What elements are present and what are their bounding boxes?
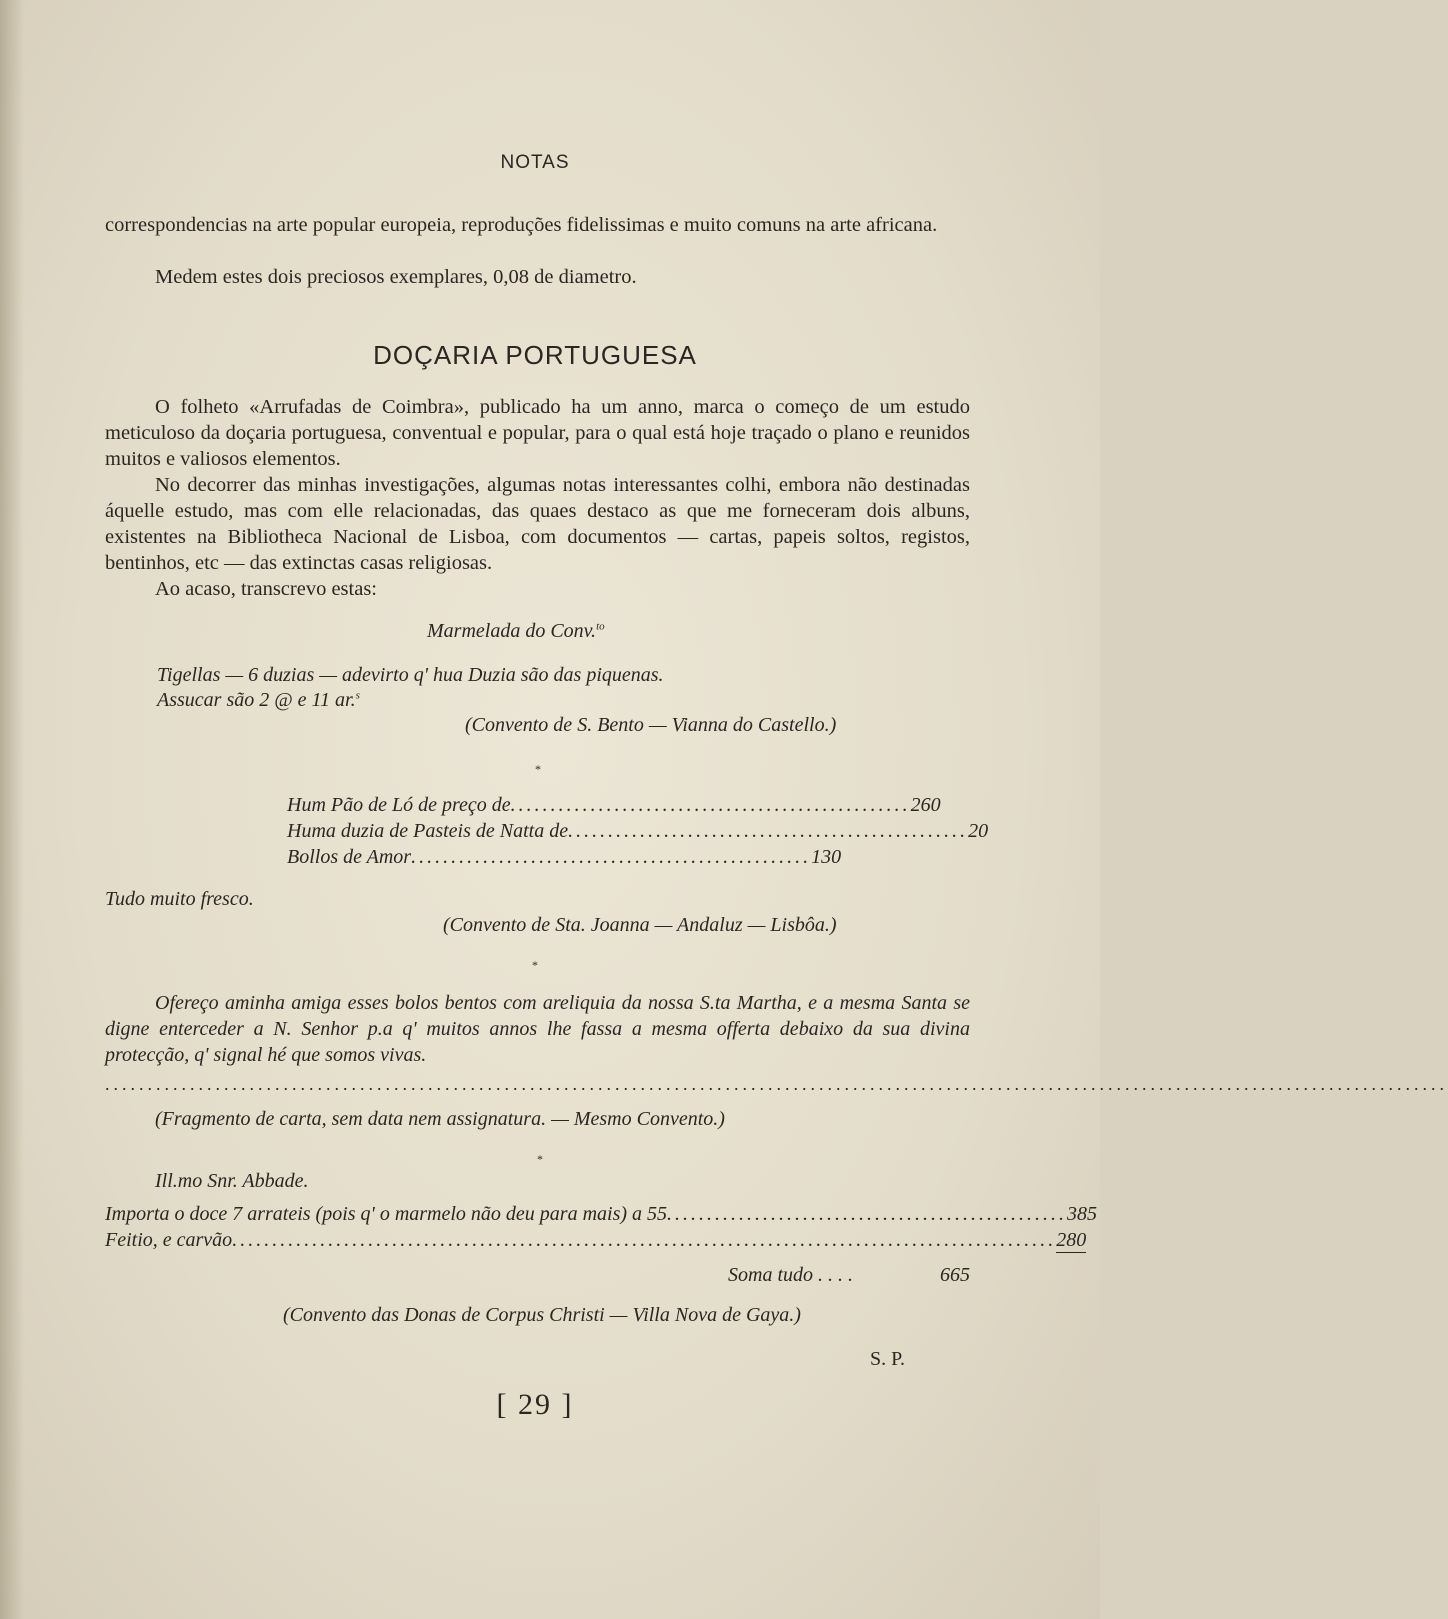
doc2-source: (Convento de Sta. Joanna — Andaluz — Lisbôa.) xyxy=(443,914,837,936)
total-value: 665 xyxy=(940,1264,970,1286)
doc1-heading: Marmelada do Conv.$^{to}$ xyxy=(427,620,605,642)
doc1-line-2: Assucar são 2 @ e 11 ar.$^s$ xyxy=(157,689,360,711)
price-row-desc: Bollos de Amor xyxy=(287,846,412,868)
separator-star: * xyxy=(535,762,541,776)
leader-dots: ....................................................................................................... xyxy=(232,1229,1057,1251)
running-head: NOTAS xyxy=(500,152,570,173)
doc1-line-1: Tigellas — 6 duzias — adevirto q' hua Duzia são das piquenas. xyxy=(157,664,664,686)
body-paragraph-3: Ao acaso, transcrevo estas: xyxy=(155,578,377,600)
price-row xyxy=(287,794,941,817)
doc3-source: (Fragmento de carta, sem data nem assignatura. — Mesmo Convento.) xyxy=(155,1108,725,1130)
section-title: DOÇARIA PORTUGUESA xyxy=(373,340,697,370)
page-number: [ 29 ] xyxy=(496,1388,574,1421)
doc4-source: (Convento das Donas de Corpus Christi — Villa Nova de Gaya.) xyxy=(283,1304,801,1326)
author-signature: S. P. xyxy=(870,1348,906,1370)
leader-dots: .................................................. xyxy=(667,1203,1068,1225)
doc1-source: (Convento de S. Bento — Vianna do Castello.) xyxy=(465,714,837,736)
body-paragraph-1: O folheto «Arrufadas de Coimbra», publicado ha um anno, marca o começo de um estudo meticuloso da doçaria portuguesa, conventual e popular, para o qual está hoje traçado o plano e reunidos muitos e valiosos elementos. xyxy=(105,396,970,470)
body-paragraph-2: No decorrer das minhas investigações, algumas notas interessantes colhi, embora não destinadas áquelle estudo, mas com elle relacionadas, das quaes destaco as que me forneceram dois albuns, existentes na Bibliotheca Nacional de Lisboa, com documentos — cartas, papeis soltos, registos, bentinhos, etc — das extinctas casas religiosas. xyxy=(105,474,970,574)
separator-star: * xyxy=(532,958,538,972)
intro-paragraph: correspondencias na arte popular europeia, reproduções fidelissimas e muito comuns na arte africana. xyxy=(105,214,938,236)
account-row-desc: Feitio, e carvão xyxy=(105,1229,233,1251)
price-row-desc: Hum Pão de Ló de preço de xyxy=(287,794,511,816)
dotted-rule: .............................................................................................................................................................. xyxy=(105,1074,1448,1094)
price-row-value: 20 xyxy=(968,820,989,842)
price-row xyxy=(287,846,842,869)
price-row-value: 260 xyxy=(910,794,941,816)
separator-star: * xyxy=(537,1152,543,1166)
doc2-note: Tudo muito fresco. xyxy=(105,888,254,910)
leader-dots: .................................................. xyxy=(411,846,812,868)
price-row-value: 130 xyxy=(811,846,842,868)
account-row xyxy=(105,1229,1087,1253)
price-row xyxy=(287,820,989,843)
account-row-value: 385 xyxy=(1067,1203,1098,1225)
doc4-salutation: Ill.mo Snr. Abbade. xyxy=(155,1170,309,1192)
leader-dots: .................................................. xyxy=(510,794,911,816)
total-label: Soma tudo . . . . xyxy=(728,1264,853,1286)
leader-dots: .................................................. xyxy=(568,820,969,842)
price-row-desc: Huma duzia de Pasteis de Natta de xyxy=(287,820,569,842)
account-row-desc: Importa o doce 7 arrateis (pois q' o marmelo não deu para mais) a 55 xyxy=(105,1203,668,1225)
doc3-letter-text: Ofereço aminha amiga esses bolos bentos com areliquia da nossa S.ta Martha, e a mesma Santa se digne enterceder a N. Senhor p.a q' muitos annos lhe fassa a mesma offerta debaixo da sua divina protecção, q' signal hé que somos vivas. xyxy=(105,992,970,1066)
account-row-value: 280 xyxy=(1056,1229,1087,1251)
account-row xyxy=(105,1203,1098,1226)
intro-paragraph-2: Medem estes dois preciosos exemplares, 0,08 de diametro. xyxy=(155,266,637,288)
